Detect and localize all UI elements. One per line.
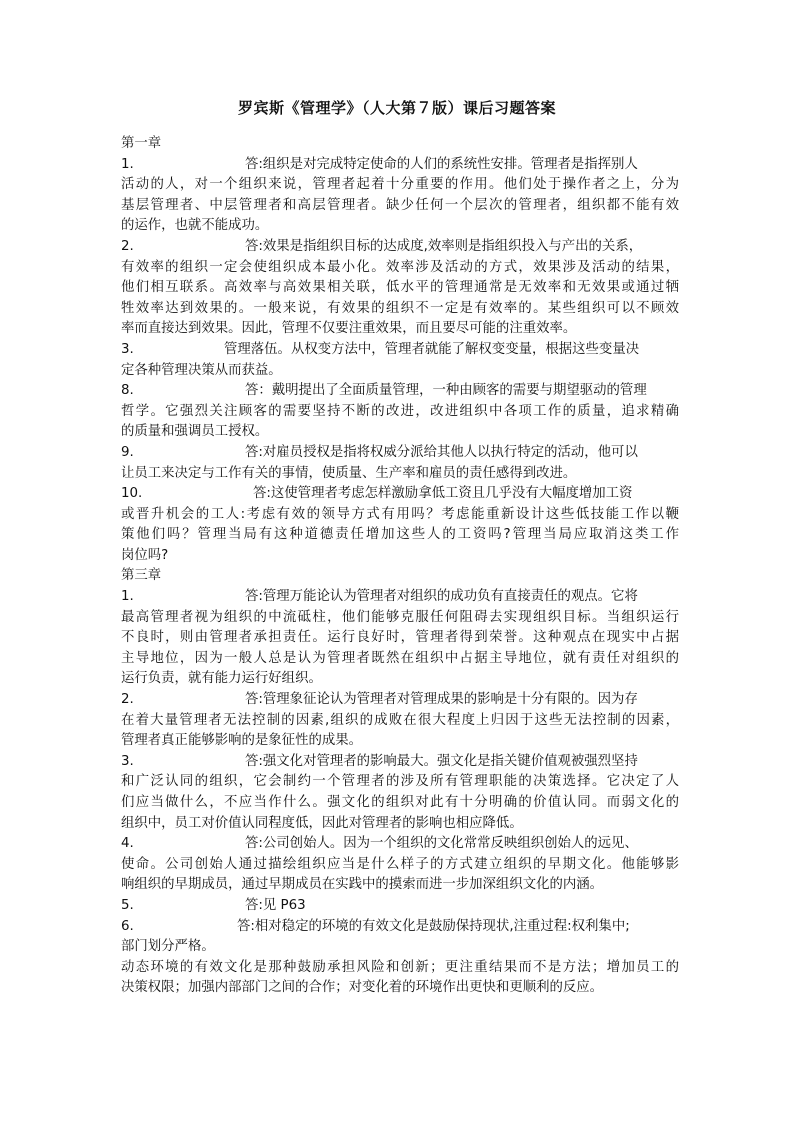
answer-text: 答:强文化对管理者的影响最大。强文化是指关键价值观被强烈坚持 [245,753,638,769]
answer-text: 答:效果是指组织目标的达成度,效率则是指组织投入与产出的关系， [245,238,643,254]
question-number: 2. [121,692,134,708]
question-number: 4. [121,836,134,852]
answer-line: 主导地位，因为一般人总是认为管理者既然在组织中占据主导地位，就有责任对组织的 [121,650,679,666]
answer-line [121,443,679,464]
answer-line [121,484,679,505]
question-number: 10. [121,486,143,502]
answer-line: 组织中，员工对价值认同程度低，因此对管理者的影响也相应降低。 [121,815,523,831]
answer-line: 岗位吗? [121,547,169,563]
answer-line: 部门划分严格。 [121,939,215,955]
answer-line [121,752,679,773]
answer-text: 管理落伍。从权变方法中，管理者就能了解权变变量，根据这些变量决 [224,341,640,357]
answer-line: 率而直接达到效果。因此，管理不仅要注重效果，而且要尽可能的注重效率。 [121,321,577,337]
answer-text: 答：戴明提出了全面质量管理，一种由顾客的需要与期望驱动的管理 [245,383,647,399]
question-number: 2. [121,238,134,254]
answer-line: 决策权限；加强内部部门之间的合作；对变化着的环境作出更快和更顺利的反应。 [121,980,604,996]
answer-line: 哲学。它强烈关注顾客的需要坚持不断的改进，改进组织中各项工作的质量，追求精确 [121,403,679,419]
answer-line: 在着大量管理者无法控制的因素,组织的成败在很大程度上归因于这些无法控制的因素， [121,712,679,728]
answer-text: 答:相对稳定的环境的有效文化是鼓励保持现状,注重过程:权利集中; [237,918,630,934]
answer-line: 不良时，则由管理者承担责任。运行良好时，管理者得到荣誉。这种观点在现实中占据 [121,630,679,646]
document-title: 罗宾斯《管理学》（人大第７版）课后习题答案 [237,99,556,117]
answer-line [121,690,679,711]
answer-line: 基层管理者、中层管理者和高层管理者。缺少任何一个层次的管理者，组织都不能有效 [121,197,679,213]
answer-line: 定各种管理决策从而获益。 [121,362,282,378]
question-number: 1. [121,589,134,605]
document-body [121,134,679,999]
answer-line: 和广泛认同的组织，它会制约一个管理者的涉及所有管理职能的决策选择。它决定了人 [121,774,679,790]
answer-line: 牲效率达到效果的。一般来说，有效果的组织不一定是有效率的。某些组织可以不顾效 [121,300,679,316]
answer-line: 使命。公司创始人通过描绘组织应当是什么样子的方式建立组织的早期文化。他能够影 [121,856,679,872]
answer-line [121,896,679,917]
answer-line: 最高管理者视为组织的中流砥柱，他们能够克服任何阻碍去实现组织目标。当组织运行 [121,609,679,625]
question-number: 5. [121,897,134,913]
answer-line: 让员工来决定与工作有关的事情，使质量、生产率和雇员的责任感得到改进。 [121,465,577,481]
answer-line: 动态环境的有效文化是那种鼓励承担风险和创新；更注重结果而不是方法；增加员工的 [121,959,679,975]
chapter-heading: 第三章 [121,568,162,584]
answer-line: 响组织的早期成员，通过早期成员在实践中的摸索而进一步加深组织文化的内涵。 [121,877,604,893]
answer-line [121,587,679,608]
answer-text: 答:对雇员授权是指将权威分派给其他人以执行特定的活动，他可以 [245,444,638,460]
answer-line: 或晋升机会的工人:考虑有效的领导方式有用吗？考虑能重新设计这些低技能工作以鞭 [121,506,679,522]
answer-line: 运行负责，就有能力运行好组织。 [121,671,322,687]
answer-text: 答:组织是对完成特定使命的人们的系统性安排。管理者是指挥别人 [245,156,638,172]
question-number: 8. [121,383,134,399]
question-number: 3. [121,753,134,769]
answer-line: 管理者真正能够影响的是象征性的成果。 [121,733,363,749]
answer-line [121,237,679,258]
answer-line: 有效率的组织一定会使组织成本最小化。效率涉及活动的方式，效果涉及活动的结果， [121,259,679,275]
answer-text: 答:管理象征论认为管理者对管理成果的影响是十分有限的。因为存 [245,692,638,708]
answer-line [121,155,679,176]
question-number: 9. [121,444,134,460]
answer-line: 的运作，也就不能成功。 [121,218,269,234]
question-number: 6. [121,918,134,934]
answer-text: 答:管理万能论认为管理者对组织的成功负有直接责任的观点。它将 [245,589,638,605]
answer-line [121,834,679,855]
chapter-heading: 第一章 [121,136,162,151]
answer-line: 活动的人，对一个组织来说，管理者起着十分重要的作用。他们处于操作者之上，分为 [121,177,679,193]
answer-line [121,340,679,361]
answer-line: 的质量和强调员工授权。 [121,424,269,440]
answer-line: 策他们吗？管理当局有这种道德责任增加这些人的工资吗?管理当局应取消这类工作 [121,527,679,543]
answer-line: 们应当做什么，不应当作什么。强文化的组织对此有十分明确的价值认同。而弱文化的 [121,795,679,810]
answer-line [121,917,679,938]
question-number: 1. [121,156,134,172]
answer-text: 答:公司创始人。因为一个组织的文化常常反映组织创始人的远见、 [245,836,638,852]
answer-text: 答:这使管理者考虑怎样激励拿低工资且几乎没有大幅度增加工资 [253,486,633,502]
answer-line [121,381,679,402]
answer-line: 他们相互联系。高效率与高效果相关联，低水平的管理通常是无效率和无效果或通过牺 [121,280,679,296]
answer-text: 答:见 P63 [245,897,306,913]
question-number: 3. [121,341,134,357]
